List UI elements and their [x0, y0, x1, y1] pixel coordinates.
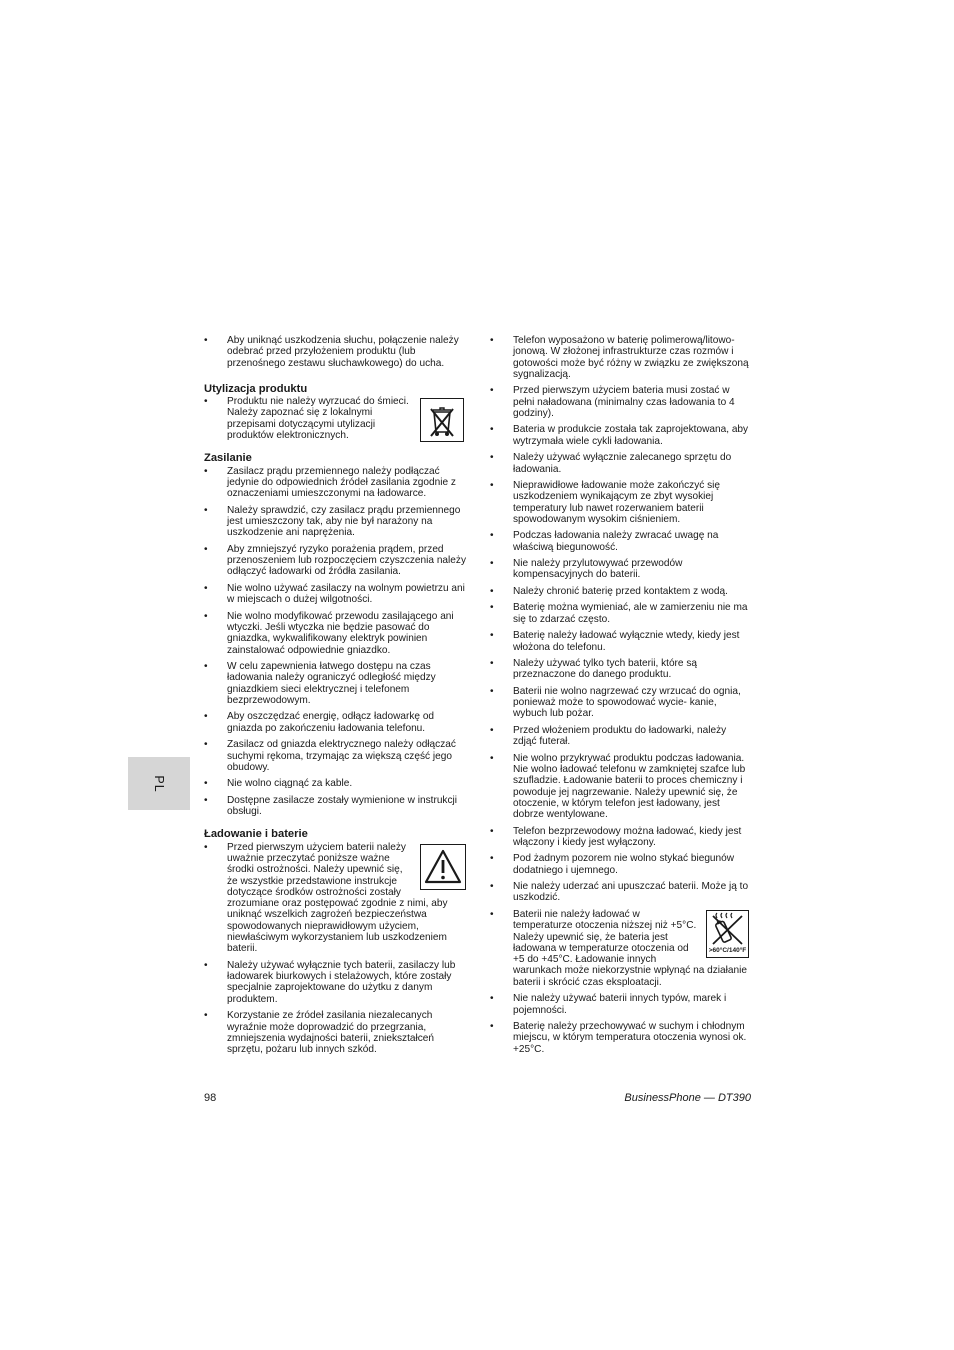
list-item — [204, 842, 466, 955]
list-item: • Przed włożeniem produktu do ładowarki, należy zdjąć futerał. — [490, 725, 752, 748]
warning-triangle-icon — [420, 844, 466, 890]
list-item: • W celu zapewnienia łatwego dostępu na czas ładowania należy ograniczyć odległość między gniazdkiem sieci elektrycznej i telefonem bezprzewodowym. — [204, 661, 466, 706]
list-item: • Nie wolno ciągnąć za kable. — [204, 778, 466, 789]
list-item: • Należy chronić baterię przed kontaktem z wodą. — [490, 586, 752, 597]
disposal-list — [204, 396, 466, 441]
list-item: • Aby zmniejszyć ryzyko porażenia prądem, przed przenoszeniem lub rozpoczęciem czyszczenia należy odłączyć ładowarki od źródła zasilania. — [204, 544, 466, 578]
list-item: • Podczas ładowania należy zwracać uwagę na właściwą biegunowość. — [490, 530, 752, 553]
list-item: • Nie należy przylutowywać przewodów kompensacyjnych do baterii. — [490, 558, 752, 581]
list-item: • Telefon wyposażono w baterię polimerową/litowo-jonową. W złożonej infrastrukturze czas rozmów i gotowości może być różny w związku ze zwiększoną sygnalizacją. — [490, 335, 752, 380]
list-item: • Nie wolno przykrywać produktu podczas ładowania. Nie wolno ładować telefonu w zamkniętej szafce lub szufladzie. Ładowanie baterii to proces chemiczny i powoduje jej nagrzewanie. Należy upewnić się, że otoczenie, w którym telefon jest ładowany, jest dobrze wentylowane. — [490, 753, 752, 821]
list-item: • Baterii nie wolno nagrzewać czy wrzucać do ognia, ponieważ może to spowodować wycie- kanie, wybuch lub pożar. — [490, 686, 752, 720]
list-item: • Aby oszczędzać energię, odłącz ładowarkę od gniazda po zakończeniu ładowania telefonu. — [204, 711, 466, 734]
disposal-heading: Utylizacja produktu — [204, 382, 308, 395]
right-column — [490, 335, 752, 1060]
list-item: • Należy używać tylko tych baterii, które są przeznaczone do danego produktu. — [490, 658, 752, 681]
left-column — [204, 335, 466, 1061]
document-title: BusinessPhone — DT390 — [624, 1092, 751, 1104]
list-item: • Korzystanie ze źródeł zasilania niezalecanych wyraźnie może doprowadzić do przegrzania, zmniejszenia wydajności baterii, zniekształceń sprzętu, pożaru lub innych szkód. — [204, 1010, 466, 1055]
language-tab — [128, 757, 190, 810]
list-item: • Dostępne zasilacze zostały wymienione w instrukcji obsługi. — [204, 795, 466, 818]
heat-warning-icon — [706, 910, 749, 958]
list-item: • Przed pierwszym użyciem bateria musi zostać w pełni naładowana (minimalny czas ładowania to 4 godziny). — [490, 385, 752, 419]
list-item: • Należy używać wyłącznie tych baterii, zasilaczy lub ładowarek biurkowych i stelażowych, które zostały specjalnie zaprojektowane do użytku z danym produktem. — [204, 960, 466, 1005]
batteries-list — [204, 842, 466, 1056]
list-item — [204, 396, 466, 441]
page-number: 98 — [204, 1092, 217, 1104]
battery-safety-list — [490, 335, 752, 1055]
list-item: • Nie wolno używać zasilaczy na wolnym powietrzu ani w miejscach o dużej wilgotności. — [204, 583, 466, 606]
list-item: • Nie należy używać baterii innych typów, marek i pojemności. — [490, 993, 752, 1016]
list-item — [490, 909, 752, 988]
list-item: • Pod żadnym pozorem nie wolno stykać biegunów dodatniego i ujemnego. — [490, 853, 752, 876]
disposal-text: Produktu nie należy wyrzucać do śmieci. Należy zapoznać się z lokalnymi przepisami dotyczącymi utylizacji produktów elektronicznych. — [227, 396, 409, 442]
heat-warning-label: • >60°C/140°F — [708, 947, 747, 955]
language-tab-label: PL — [152, 774, 166, 793]
power-heading: Zasilanie — [204, 452, 252, 465]
list-item: • Należy sprawdzić, czy zasilacz prądu przemiennego jest umieszczony tak, aby nie był narażony na uszkodzenie ani naprężenia. — [204, 505, 466, 539]
list-item: • Zasilacz od gniazda elektrycznego należy odłączać suchymi rękoma, trzymając za większą część jego obudowy. — [204, 739, 466, 773]
list-item: • Aby uniknąć uszkodzenia słuchu, połączenie należy odebrać przed przyłożeniem produktu (lub przenośnego zestawu słuchawkowego) do ucha. — [204, 335, 466, 369]
list-item: • Zasilacz prądu przemiennego należy podłączać jedynie do odpowiednich źródeł zasilania zgodnie z oznaczeniami umieszczonymi na ładowarce. — [204, 466, 466, 500]
batteries-heading: Ładowanie i baterie — [204, 828, 308, 841]
list-item: • Baterię można wymieniać, ale w zamierzeniu nie ma się to zdarzać często. — [490, 602, 752, 625]
list-item: • Nieprawidłowe ładowanie może zakończyć się uszkodzeniem wynikającym ze zbyt wysokiej temperatury lub nawet rozerwaniem baterii spowodowanym wysokim ciśnieniem. — [490, 480, 752, 525]
list-item: • Nie wolno modyfikować przewodu zasilającego ani wtyczki. Jeśli wtyczka nie będzie pasować do gniazdka, wykwalifikowany elektryk powinien zainstalować odpowiednie gniazdko. — [204, 611, 466, 656]
batteries-text: Przed pierwszym użyciem baterii należy uważnie przeczytać poniższe ważne środki ostrożności. Należy upewnić się, że wszystkie przedstawione instrukcje dotyczące środków ostrożności zostały zrozumiane oraz postępować zgodnie z nimi, aby uniknąć wszelkich zagrożeń bezpieczeństwa spowodowanych nieprawidłowym użyciem, niewłaściwym wykorzystaniem lub uszkodzeniem baterii. — [227, 841, 448, 955]
list-item: • Nie należy uderzać ani upuszczać baterii. Może ją to uszkodzić. — [490, 881, 752, 904]
power-list — [204, 466, 466, 818]
temperature-text: Baterii nie należy ładować w temperaturze otoczenia niższej niż +5°C. Należy upewnić się, że bateria jest ładowana w temperaturze otoczenia od +5 do +45°C. Ładowanie innych warunkach może niekorzystnie wpłynąć na działanie baterii i skrócić czas eksploatacji. — [513, 908, 747, 988]
list-item: • Baterię należy ładować wyłącznie wtedy, kiedy jest włożona do telefonu. — [490, 630, 752, 653]
list-item: • Baterię należy przechowywać w suchym i chłodnym miejscu, w którym temperatura otoczenia wynosi ok. +25°C. — [490, 1021, 752, 1055]
list-item: • Należy używać wyłącznie zalecanego sprzętu do ładowania. — [490, 452, 752, 475]
list-item: • Bateria w produkcie została tak zaprojektowana, aby wytrzymała wiele cykli ładowania. — [490, 424, 752, 447]
intro-list — [204, 335, 466, 369]
list-item: • Telefon bezprzewodowy można ładować, kiedy jest włączony i kiedy jest wyłączony. — [490, 826, 752, 849]
crossed-out-wheelie-bin-icon — [420, 398, 464, 442]
